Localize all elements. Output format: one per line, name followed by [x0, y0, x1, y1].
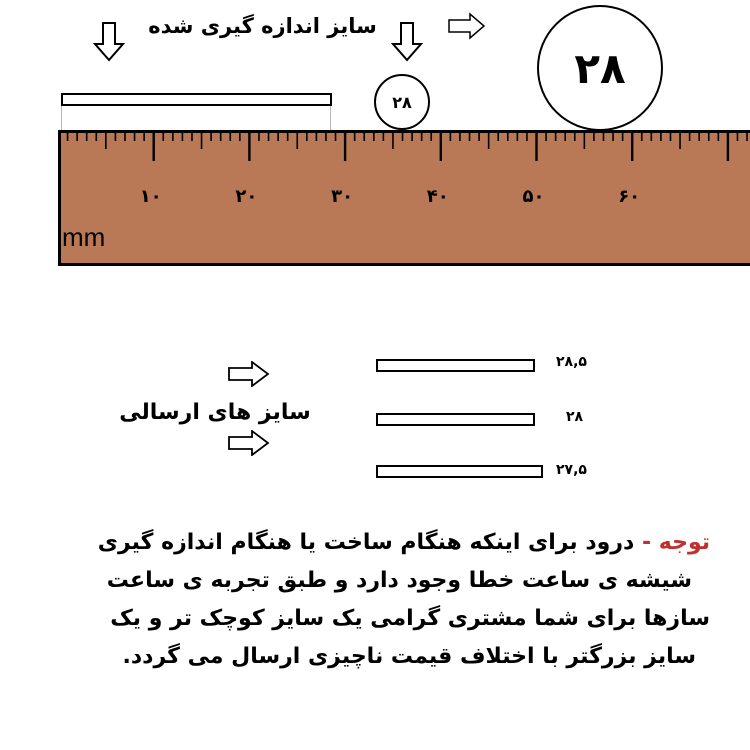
- ruler-body: [60, 132, 750, 265]
- right-arrow-icon: [228, 430, 270, 456]
- note-line-2: شیشه ی ساعت خطا وجود دارد و طبق تجربه ی ساعت: [106, 568, 692, 593]
- note-highlight: توجه -: [641, 530, 710, 555]
- note-line-3: سازها برای شما مشتری گرامی یک سایز کوچک تر و یک: [110, 606, 710, 631]
- size-label-small: ۲۷,۵: [556, 462, 587, 478]
- note-paragraph: [30, 524, 710, 676]
- note-line-4: سایز بزرگتر با اختلاف قیمت ناچیزی ارسال می گردد.: [122, 644, 696, 669]
- ruler-graphic: [58, 130, 750, 266]
- ruler-label: ۳۰: [331, 186, 354, 207]
- down-arrow-icon: [93, 22, 125, 62]
- ruler-label: ۴۰: [426, 186, 449, 207]
- measured-glass-bar: [61, 93, 332, 106]
- ruler-label: ۵۰: [522, 186, 545, 207]
- size-bar-large: [376, 359, 535, 372]
- ruler: [58, 130, 750, 266]
- right-arrow-icon: [448, 12, 486, 40]
- right-arrow-icon: [228, 361, 270, 387]
- down-arrow-icon: [391, 22, 423, 62]
- ruler-label: ۲۰: [235, 186, 258, 207]
- ruler-label: ۱۰: [139, 186, 162, 207]
- size-bar-small: [376, 465, 543, 478]
- measure-guide-right: [330, 106, 331, 131]
- large-glass-circle: [537, 5, 663, 131]
- ruler-unit-label: mm: [62, 222, 106, 252]
- size-bar-medium: [376, 413, 535, 426]
- small-circle-value: ۲۸: [392, 92, 412, 112]
- ruler-label: ۶۰: [618, 186, 641, 207]
- note-line-text: درود برای اینکه هنگام ساخت یا هنگام اندازه گیری: [97, 530, 635, 555]
- measured-size-heading: سایز اندازه گیری شده: [148, 14, 377, 38]
- small-glass-circle: [374, 74, 430, 130]
- large-circle-value: ۲۸: [574, 43, 626, 93]
- note-line-1: [30, 524, 710, 562]
- sent-sizes-heading: سایز های ارسالی: [119, 400, 311, 425]
- measure-guide-left: [61, 106, 62, 131]
- size-label-medium: ۲۸: [566, 409, 584, 425]
- size-label-large: ۲۸,۵: [556, 354, 587, 370]
